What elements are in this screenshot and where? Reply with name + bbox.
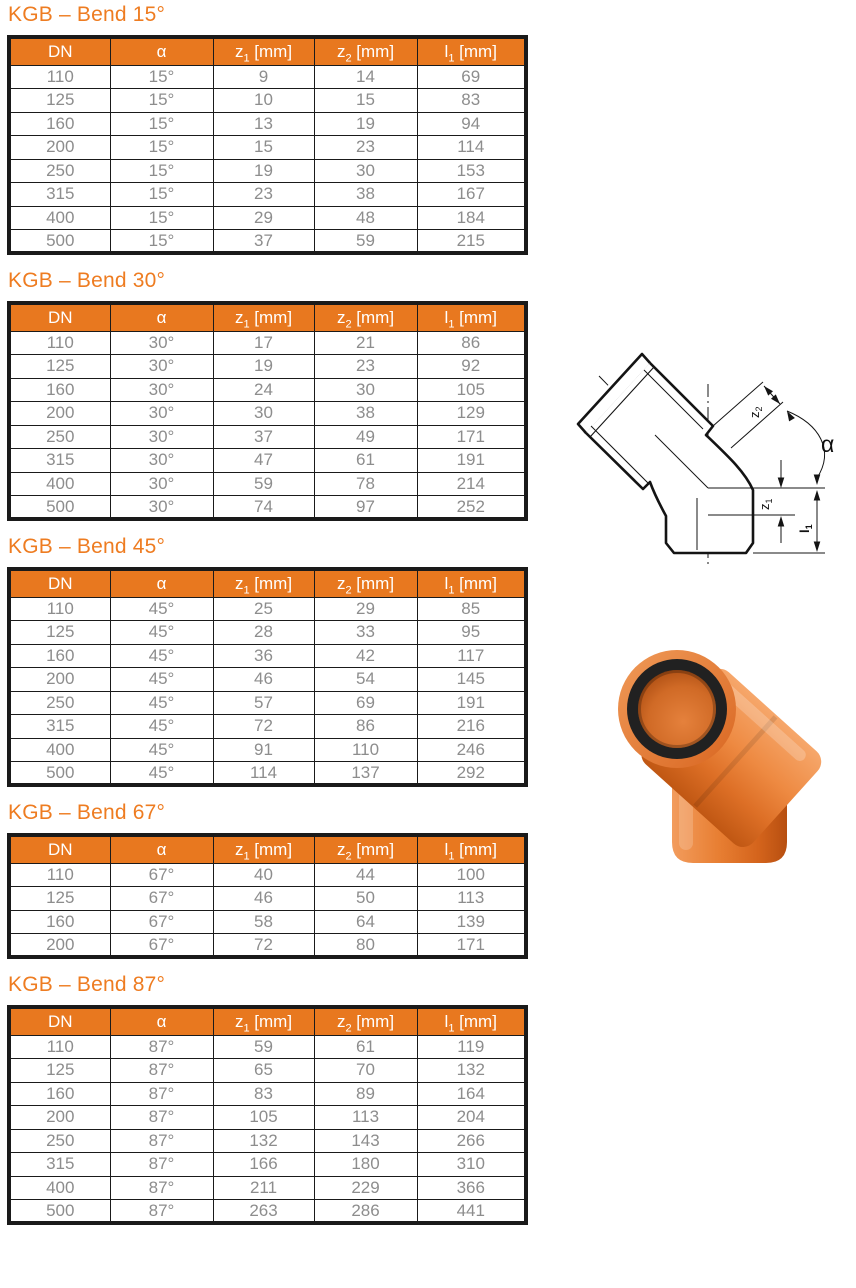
table-cell: 191 xyxy=(417,691,526,715)
table-cell: 95 xyxy=(417,621,526,645)
table-cell: 49 xyxy=(314,425,417,449)
table-row xyxy=(9,762,526,786)
pipe-bend-photo xyxy=(615,640,845,880)
table-cell: 44 xyxy=(314,863,417,887)
table-cell: 23 xyxy=(314,136,417,160)
table-cell: 315 xyxy=(9,449,110,473)
table-cell: 110 xyxy=(314,738,417,762)
column-header: $z_1$ [mm] xyxy=(213,303,314,331)
column-header: $z_2$ [mm] xyxy=(314,303,417,331)
table-cell: 61 xyxy=(314,449,417,473)
table-cell: 87° xyxy=(110,1059,213,1083)
table-cell: 132 xyxy=(417,1059,526,1083)
table-cell: 46 xyxy=(213,668,314,692)
table-cell: 171 xyxy=(417,425,526,449)
table-cell: 42 xyxy=(314,644,417,668)
table-cell: 61 xyxy=(314,1035,417,1059)
table-cell: 72 xyxy=(213,715,314,739)
table-cell: 58 xyxy=(213,910,314,934)
table-cell: 105 xyxy=(213,1106,314,1130)
table-cell: 400 xyxy=(9,738,110,762)
table-cell: 164 xyxy=(417,1082,526,1106)
table-cell: 94 xyxy=(417,112,526,136)
table-cell: 64 xyxy=(314,910,417,934)
table-row xyxy=(9,206,526,230)
table-cell: 105 xyxy=(417,378,526,402)
table-cell: 166 xyxy=(213,1153,314,1177)
table-cell: 145 xyxy=(417,668,526,692)
table-cell: 137 xyxy=(314,762,417,786)
table-cell: 67° xyxy=(110,863,213,887)
table-cell: 65 xyxy=(213,1059,314,1083)
table-cell: 38 xyxy=(314,402,417,426)
table-cell: 30 xyxy=(314,159,417,183)
column-header: DN xyxy=(9,303,110,331)
table-cell: 70 xyxy=(314,1059,417,1083)
table-cell: 25 xyxy=(213,597,314,621)
table-cell: 400 xyxy=(9,1176,110,1200)
table-cell: 15 xyxy=(314,89,417,113)
column-header: $z_2$ [mm] xyxy=(314,1007,417,1035)
table-row xyxy=(9,738,526,762)
table-cell: 30° xyxy=(110,378,213,402)
table-cell: 250 xyxy=(9,159,110,183)
table-cell: 59 xyxy=(213,472,314,496)
table-cell: 500 xyxy=(9,1200,110,1224)
column-header: DN xyxy=(9,37,110,65)
table-cell: 59 xyxy=(314,230,417,254)
table-cell: 45° xyxy=(110,668,213,692)
column-header: $z_1$ [mm] xyxy=(213,835,314,863)
table-cell: 250 xyxy=(9,425,110,449)
table-cell: 19 xyxy=(314,112,417,136)
table-cell: 69 xyxy=(417,65,526,89)
table-row xyxy=(9,159,526,183)
table-cell: 29 xyxy=(314,597,417,621)
table-cell: 30° xyxy=(110,496,213,520)
table-cell: 30 xyxy=(314,378,417,402)
table-row xyxy=(9,1176,526,1200)
table-cell: 86 xyxy=(417,331,526,355)
table-cell: 45° xyxy=(110,691,213,715)
table-cell: 113 xyxy=(417,887,526,911)
table-cell: 23 xyxy=(213,183,314,207)
table-cell: 87° xyxy=(110,1129,213,1153)
table-row xyxy=(9,1035,526,1059)
table-row xyxy=(9,183,526,207)
column-header: $z_2$ [mm] xyxy=(314,835,417,863)
column-header: $z_2$ [mm] xyxy=(314,569,417,597)
table-cell: 117 xyxy=(417,644,526,668)
spec-table xyxy=(7,301,528,521)
column-header: α xyxy=(110,1007,213,1035)
column-header: α xyxy=(110,569,213,597)
table-row xyxy=(9,1153,526,1177)
table-cell: 211 xyxy=(213,1176,314,1200)
table-cell: 200 xyxy=(9,402,110,426)
table-cell: 57 xyxy=(213,691,314,715)
table-cell: 45° xyxy=(110,621,213,645)
table-cell: 315 xyxy=(9,1153,110,1177)
bend-section xyxy=(7,974,856,1225)
table-cell: 160 xyxy=(9,644,110,668)
table-cell: 500 xyxy=(9,230,110,254)
bend-dimension-drawing xyxy=(563,332,853,567)
l1-arrow-down xyxy=(814,542,821,553)
table-row xyxy=(9,496,526,520)
table-row xyxy=(9,1059,526,1083)
table-row xyxy=(9,425,526,449)
table-cell: 180 xyxy=(314,1153,417,1177)
alpha-arrow-bottom xyxy=(814,475,821,486)
table-cell: 50 xyxy=(314,887,417,911)
table-cell: 160 xyxy=(9,1082,110,1106)
table-cell: 67° xyxy=(110,934,213,958)
table-cell: 14 xyxy=(314,65,417,89)
table-cell: 37 xyxy=(213,425,314,449)
section-title: KGB – Bend 87° xyxy=(8,973,166,996)
table-cell: 87° xyxy=(110,1200,213,1224)
table-cell: 215 xyxy=(417,230,526,254)
table-cell: 24 xyxy=(213,378,314,402)
table-row xyxy=(9,644,526,668)
table-cell: 191 xyxy=(417,449,526,473)
table-cell: 59 xyxy=(213,1035,314,1059)
table-cell: 15° xyxy=(110,65,213,89)
table-cell: 87° xyxy=(110,1082,213,1106)
table-cell: 15° xyxy=(110,136,213,160)
table-cell: 250 xyxy=(9,691,110,715)
l1-label: $l_1$ xyxy=(797,524,814,533)
z2-extension-line-1 xyxy=(713,382,763,426)
product-photo xyxy=(615,640,845,880)
table-row xyxy=(9,668,526,692)
table-cell: 38 xyxy=(314,183,417,207)
table-cell: 500 xyxy=(9,762,110,786)
table-cell: 286 xyxy=(314,1200,417,1224)
section-title: KGB – Bend 15° xyxy=(8,3,166,26)
table-cell: 97 xyxy=(314,496,417,520)
table-row xyxy=(9,331,526,355)
table-cell: 250 xyxy=(9,1129,110,1153)
table-cell: 72 xyxy=(213,934,314,958)
column-header: $l_1$ [mm] xyxy=(417,569,526,597)
table-row xyxy=(9,863,526,887)
header-row xyxy=(9,835,526,863)
table-cell: 204 xyxy=(417,1106,526,1130)
section-title: KGB – Bend 30° xyxy=(8,269,166,292)
table-cell: 15 xyxy=(213,136,314,160)
table-cell: 139 xyxy=(417,910,526,934)
table-cell: 45° xyxy=(110,738,213,762)
table-cell: 400 xyxy=(9,206,110,230)
table-cell: 110 xyxy=(9,65,110,89)
table-cell: 246 xyxy=(417,738,526,762)
table-row xyxy=(9,89,526,113)
bend-dimension-diagram xyxy=(563,332,853,567)
z1-label: $z_1$ xyxy=(757,498,774,510)
table-cell: 87° xyxy=(110,1035,213,1059)
table-cell: 37 xyxy=(213,230,314,254)
table-cell: 45° xyxy=(110,597,213,621)
table-cell: 15° xyxy=(110,183,213,207)
table-cell: 10 xyxy=(213,89,314,113)
table-cell: 87° xyxy=(110,1106,213,1130)
table-cell: 19 xyxy=(213,159,314,183)
table-cell: 113 xyxy=(314,1106,417,1130)
table-cell: 30 xyxy=(213,402,314,426)
table-row xyxy=(9,230,526,254)
table-cell: 40 xyxy=(213,863,314,887)
table-row xyxy=(9,715,526,739)
table-cell: 28 xyxy=(213,621,314,645)
table-cell: 125 xyxy=(9,1059,110,1083)
l1-arrow-up xyxy=(814,490,821,501)
spec-table xyxy=(7,833,528,959)
table-cell: 80 xyxy=(314,934,417,958)
table-row xyxy=(9,355,526,379)
column-header: α xyxy=(110,37,213,65)
table-cell: 132 xyxy=(213,1129,314,1153)
table-cell: 200 xyxy=(9,136,110,160)
table-cell: 46 xyxy=(213,887,314,911)
table-cell: 110 xyxy=(9,597,110,621)
table-cell: 441 xyxy=(417,1200,526,1224)
table-row xyxy=(9,1082,526,1106)
table-cell: 143 xyxy=(314,1129,417,1153)
table-cell: 310 xyxy=(417,1153,526,1177)
bend-section xyxy=(7,4,856,255)
table-cell: 125 xyxy=(9,89,110,113)
table-cell: 45° xyxy=(110,715,213,739)
table-cell: 19 xyxy=(213,355,314,379)
table-row xyxy=(9,597,526,621)
table-cell: 15° xyxy=(110,159,213,183)
column-header: $l_1$ [mm] xyxy=(417,835,526,863)
table-cell: 15° xyxy=(110,230,213,254)
table-row xyxy=(9,136,526,160)
table-cell: 30° xyxy=(110,425,213,449)
table-cell: 200 xyxy=(9,668,110,692)
table-cell: 216 xyxy=(417,715,526,739)
table-cell: 315 xyxy=(9,715,110,739)
z1-arrow-up xyxy=(778,516,785,527)
table-cell: 129 xyxy=(417,402,526,426)
table-cell: 83 xyxy=(417,89,526,113)
column-header: α xyxy=(110,303,213,331)
catalog xyxy=(7,4,856,1225)
table-cell: 400 xyxy=(9,472,110,496)
table-cell: 48 xyxy=(314,206,417,230)
column-header: $l_1$ [mm] xyxy=(417,1007,526,1035)
table-cell: 67° xyxy=(110,887,213,911)
header-row xyxy=(9,569,526,597)
column-header: $l_1$ [mm] xyxy=(417,303,526,331)
table-cell: 9 xyxy=(213,65,314,89)
table-cell: 171 xyxy=(417,934,526,958)
table-cell: 153 xyxy=(417,159,526,183)
section-title: KGB – Bend 45° xyxy=(8,535,166,558)
table-cell: 252 xyxy=(417,496,526,520)
table-cell: 200 xyxy=(9,1106,110,1130)
table-cell: 500 xyxy=(9,496,110,520)
table-cell: 125 xyxy=(9,355,110,379)
table-cell: 160 xyxy=(9,112,110,136)
table-cell: 47 xyxy=(213,449,314,473)
table-cell: 184 xyxy=(417,206,526,230)
table-row xyxy=(9,887,526,911)
table-cell: 30° xyxy=(110,472,213,496)
table-cell: 200 xyxy=(9,934,110,958)
table-cell: 214 xyxy=(417,472,526,496)
header-row xyxy=(9,303,526,331)
table-cell: 87° xyxy=(110,1153,213,1177)
table-cell: 15° xyxy=(110,89,213,113)
table-cell: 67° xyxy=(110,910,213,934)
table-cell: 36 xyxy=(213,644,314,668)
table-cell: 78 xyxy=(314,472,417,496)
table-cell: 17 xyxy=(213,331,314,355)
table-cell: 160 xyxy=(9,378,110,402)
table-cell: 33 xyxy=(314,621,417,645)
column-header: DN xyxy=(9,1007,110,1035)
table-row xyxy=(9,112,526,136)
table-cell: 229 xyxy=(314,1176,417,1200)
table-row xyxy=(9,402,526,426)
table-cell: 30° xyxy=(110,355,213,379)
table-row xyxy=(9,65,526,89)
column-header: $z_2$ [mm] xyxy=(314,37,417,65)
table-row xyxy=(9,472,526,496)
table-cell: 167 xyxy=(417,183,526,207)
table-cell: 160 xyxy=(9,910,110,934)
table-cell: 110 xyxy=(9,863,110,887)
table-cell: 21 xyxy=(314,331,417,355)
table-cell: 23 xyxy=(314,355,417,379)
table-cell: 114 xyxy=(417,136,526,160)
table-row xyxy=(9,934,526,958)
spec-table xyxy=(7,1005,528,1225)
table-cell: 15° xyxy=(110,206,213,230)
column-header: DN xyxy=(9,835,110,863)
spec-table xyxy=(7,567,528,787)
column-header: $z_1$ [mm] xyxy=(213,37,314,65)
table-cell: 119 xyxy=(417,1035,526,1059)
table-cell: 114 xyxy=(213,762,314,786)
table-cell: 83 xyxy=(213,1082,314,1106)
table-cell: 91 xyxy=(213,738,314,762)
table-cell: 266 xyxy=(417,1129,526,1153)
table-cell: 30° xyxy=(110,402,213,426)
table-row xyxy=(9,621,526,645)
header-row xyxy=(9,37,526,65)
column-header: DN xyxy=(9,569,110,597)
table-cell: 45° xyxy=(110,762,213,786)
table-cell: 86 xyxy=(314,715,417,739)
z2-label: $z_2$ xyxy=(747,406,764,418)
z1-arrow-down xyxy=(778,478,785,489)
table-row xyxy=(9,1129,526,1153)
table-cell: 263 xyxy=(213,1200,314,1224)
section-title: KGB – Bend 67° xyxy=(8,801,166,824)
table-cell: 110 xyxy=(9,331,110,355)
table-cell: 45° xyxy=(110,644,213,668)
table-cell: 69 xyxy=(314,691,417,715)
table-row xyxy=(9,1106,526,1130)
table-cell: 292 xyxy=(417,762,526,786)
table-row xyxy=(9,1200,526,1224)
column-header: $l_1$ [mm] xyxy=(417,37,526,65)
table-row xyxy=(9,449,526,473)
column-header: $z_1$ [mm] xyxy=(213,1007,314,1035)
table-cell: 125 xyxy=(9,887,110,911)
column-header: α xyxy=(110,835,213,863)
table-cell: 15° xyxy=(110,112,213,136)
alpha-label: α xyxy=(821,431,835,457)
table-cell: 30° xyxy=(110,331,213,355)
table-cell: 13 xyxy=(213,112,314,136)
table-cell: 54 xyxy=(314,668,417,692)
table-cell: 366 xyxy=(417,1176,526,1200)
table-cell: 92 xyxy=(417,355,526,379)
table-cell: 29 xyxy=(213,206,314,230)
alpha-arc xyxy=(787,411,825,478)
column-header: $z_1$ [mm] xyxy=(213,569,314,597)
table-cell: 125 xyxy=(9,621,110,645)
table-cell: 30° xyxy=(110,449,213,473)
header-row xyxy=(9,1007,526,1035)
spec-table xyxy=(7,35,528,255)
table-row xyxy=(9,691,526,715)
table-cell: 85 xyxy=(417,597,526,621)
table-cell: 100 xyxy=(417,863,526,887)
table-cell: 315 xyxy=(9,183,110,207)
table-cell: 89 xyxy=(314,1082,417,1106)
table-cell: 110 xyxy=(9,1035,110,1059)
table-cell: 87° xyxy=(110,1176,213,1200)
table-row xyxy=(9,910,526,934)
table-row xyxy=(9,378,526,402)
table-cell: 74 xyxy=(213,496,314,520)
